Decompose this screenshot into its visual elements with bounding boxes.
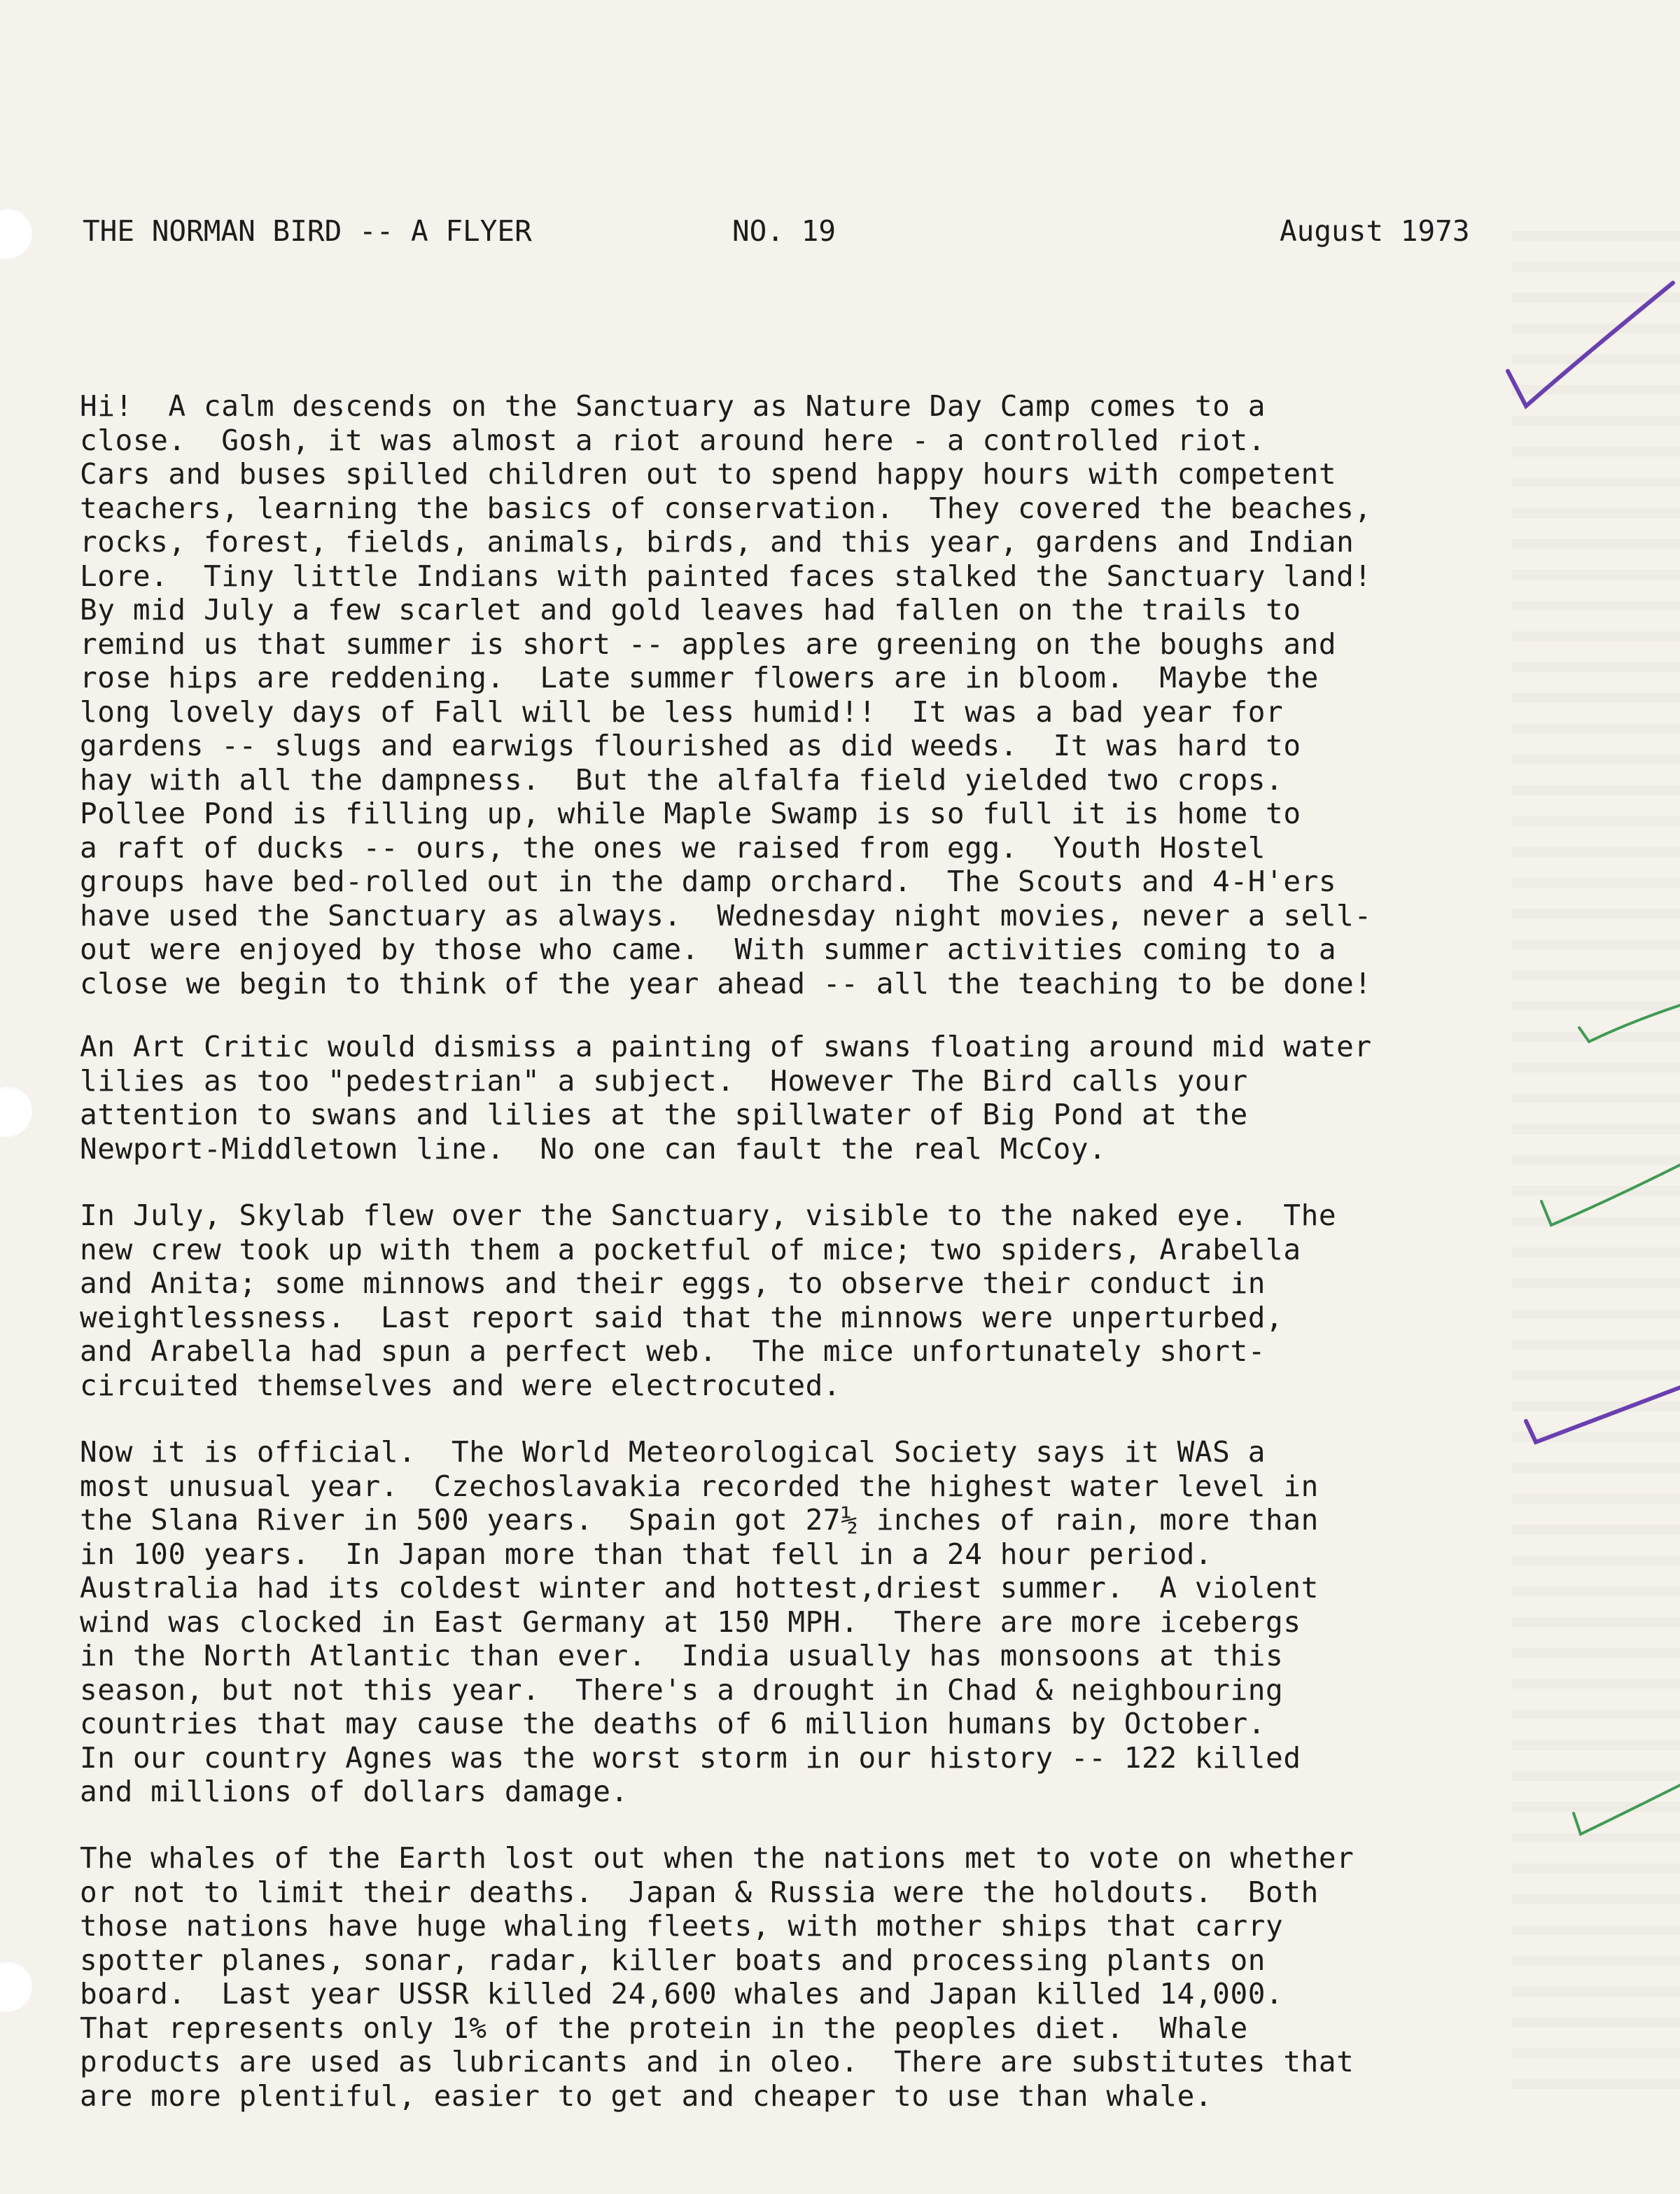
newsletter-title: THE NORMAN BIRD -- A FLYER [83, 214, 532, 248]
green-check-mark [1537, 1159, 1680, 1236]
green-check-mark [1574, 1001, 1680, 1050]
green-check-mark [1568, 1778, 1680, 1841]
purple-check-mark [1498, 273, 1680, 427]
punch-hole-top [0, 207, 32, 259]
paragraph-skylab: In July, Skylab flew over the Sanctuary, visible to the naked eye. The new crew took up with them a pocketful of mice; two spiders, Arabella and Anita; some minnows and their eggs, to observe their conduct in weightlessness. Last report said that the minnows were unperturbed, and Arabella had spun a perfect web. The mice unfortunately short- circuited themselves and were electrocuted. [80, 1199, 1337, 1402]
issue-number: NO. 19 [732, 214, 836, 248]
punch-hole-middle [0, 1085, 32, 1137]
punch-hole-bottom [0, 1960, 32, 2012]
newsletter-header [83, 214, 1511, 251]
paragraph-swans-lilies: An Art Critic would dismiss a painting of swans floating around mid water lilies as too "pedestrian" a subject. However The Bird calls your attention to swans and lilies at the spillwater of Big Pond at the Newport-Middletown line. No one can fault the real McCoy. [80, 1030, 1372, 1166]
issue-date: August 1973 [1280, 214, 1470, 248]
paragraph-whales: The whales of the Earth lost out when the nations met to vote on whether or not to limit their deaths. Japan & Russia were the holdouts. Both those nations have huge whaling fleets, with mother ships that carry spotter planes, sonar, radar, killer boats and processing plants on board. Last year USSR killed 24,600 whales and Japan killed 14,000. That represents only 1% of the protein in the peoples diet. Whale products are used as lubricants and in oleo. There are substitutes that are more plentiful, easier to get and cheaper to use than whale. [80, 1841, 1354, 2113]
purple-check-mark [1518, 1382, 1680, 1459]
paragraph-weather-year: Now it is official. The World Meteorological Society says it WAS a most unusual year. Czechoslavakia recorded the highest water level in the Slana River in 500 years. Spain got 27½ inches of rain, more than in 100 years. In Japan more than that fell in a 24 hour period. Australia had its coldest winter and hottest,driest summer. A violent wind was clocked in East Germany at 150 MPH. There are more icebergs in the North Atlantic than ever. India usually has monsoons at this season, but not this year. There's a drought in Chad & neighbouring countries that may cause the deaths of 6 million humans by October. In our country Agnes was the worst storm in our history -- 122 killed and millions of dollars damage. [80, 1435, 1319, 1808]
paragraph-sanctuary-news: Hi! A calm descends on the Sanctuary as Nature Day Camp comes to a close. Gosh, it was almost a riot around here - a controlled riot. Cars and buses spilled children out to spend happy hours with competent teachers, learning the basics of conservation. They covered the beaches, rocks, forest, fields, animals, birds, and this year, gardens and Indian Lore. Tiny little Indians with painted faces stalked the Sanctuary land! By mid July a few scarlet and gold leaves had fallen on the trails to remind us that summer is short -- apples are greening on the boughs and rose hips are reddening. Late summer flowers are in bloom. Maybe the long lovely days of Fall will be less humid!! It was a bad year for gardens -- slugs and earwigs flourished as did weeds. It was hard to hay with all the dampness. But the alfalfa field yielded two crops. Pollee Pond is filling up, while Maple Swamp is so full it is home to a raft of ducks -- ours, the ones we raised from egg. Youth Hostel groups have bed-rolled out in the damp orchard. The Scouts and 4-H'ers have used the Sanctuary as always. Wednesday night movies, never a sell- out were enjoyed by those who came. With summer activities coming to a close we begin to think of the year ahead -- all the teaching to be done! [80, 389, 1372, 1000]
